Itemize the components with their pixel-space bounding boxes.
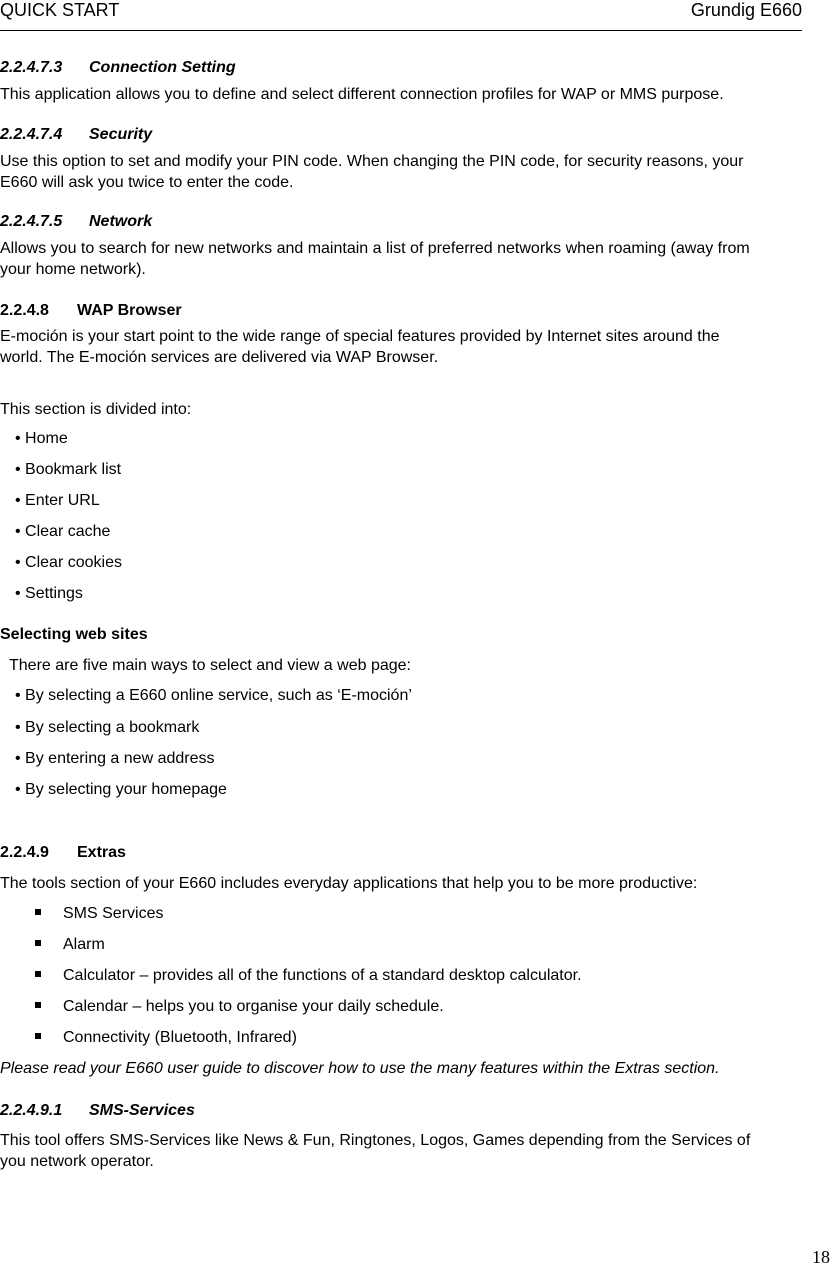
list-item-label: Calculator – provides all of the functions of a standard desktop calculator.	[63, 967, 582, 984]
paragraph-security-line-1: Use this option to set and modify your PIN code. When changing the PIN code, for security reasons, your	[0, 153, 744, 170]
list-item	[35, 997, 444, 1017]
paragraph-wap-line-1: E-moción is your start point to the wide range of special features provided by Internet sites around the	[0, 328, 720, 345]
square-bullet-icon	[35, 971, 41, 977]
heading-title: SMS-Services	[89, 1102, 195, 1119]
list-item: • Home	[15, 430, 68, 447]
list-item: • Clear cookies	[15, 554, 122, 571]
list-item: • Bookmark list	[15, 461, 122, 478]
heading-number: 2.2.4.7.4	[0, 126, 63, 143]
paragraph-extras-intro: The tools section of your E660 includes everyday applications that help you to be more productive:	[0, 875, 698, 892]
heading-title: Extras	[77, 844, 126, 861]
list-item: • Clear cache	[15, 523, 111, 540]
heading-title: Security	[89, 126, 153, 143]
list-item: • By selecting a bookmark	[15, 719, 200, 736]
heading-number: 2.2.4.9.1	[0, 1102, 63, 1119]
page-number: 18	[812, 1247, 830, 1267]
list-item: • Enter URL	[15, 492, 100, 509]
square-bullet-icon	[35, 940, 41, 946]
paragraph-sms-line-1: This tool offers SMS-Services like News & Fun, Ringtones, Logos, Games depending from the Services of	[0, 1132, 751, 1149]
header-right: Grundig E660	[690, 0, 802, 20]
paragraph-network-line-1: Allows you to search for new networks and maintain a list of preferred networks when roaming (away from	[0, 240, 750, 257]
list-item: • Settings	[15, 585, 83, 602]
page-header	[0, 0, 802, 31]
heading-sms-services	[0, 1101, 195, 1121]
header-left: QUICK START	[0, 0, 120, 20]
list-item-label: SMS Services	[63, 905, 164, 922]
list-item: • By selecting your homepage	[15, 781, 227, 798]
square-bullet-icon	[35, 1002, 41, 1008]
heading-security	[0, 125, 152, 145]
paragraph-connection-setting: This application allows you to define and select different connection profiles for WAP or MMS purpose.	[0, 86, 724, 103]
paragraph-network-line-2: your home network).	[0, 261, 146, 278]
square-bullet-icon	[35, 1033, 41, 1039]
list-item: • By entering a new address	[15, 750, 215, 767]
list-item-label: Alarm	[63, 936, 105, 953]
list-item: • By selecting a E660 online service, such as ‘E-moción’	[15, 687, 412, 704]
paragraph-wap-line-2: world. The E-moción services are delivered via WAP Browser.	[0, 349, 439, 366]
heading-title: Connection Setting	[89, 59, 236, 76]
heading-connection-setting	[0, 58, 236, 78]
heading-network	[0, 212, 152, 232]
list-item	[35, 935, 105, 955]
list-item-label: Calendar – helps you to organise your daily schedule.	[63, 998, 444, 1015]
square-bullet-icon	[35, 909, 41, 915]
paragraph-security-line-2: E660 will ask you twice to enter the code.	[0, 174, 294, 191]
list-item-label: Connectivity (Bluetooth, Infrared)	[63, 1029, 297, 1046]
heading-number: 2.2.4.8	[0, 302, 49, 319]
heading-wap-browser	[0, 301, 182, 321]
heading-extras	[0, 843, 126, 863]
heading-number: 2.2.4.7.3	[0, 59, 63, 76]
heading-title: Network	[89, 213, 153, 230]
list-item	[35, 904, 163, 924]
list-item	[35, 966, 582, 986]
heading-number: 2.2.4.7.5	[0, 213, 63, 230]
heading-title: WAP Browser	[77, 302, 182, 319]
list-item	[35, 1028, 297, 1048]
paragraph-extras-note: Please read your E660 user guide to discover how to use the many features within the Extras section.	[0, 1060, 720, 1077]
paragraph-divided-into: This section is divided into:	[0, 401, 192, 418]
heading-number: 2.2.4.9	[0, 844, 49, 861]
paragraph-selecting-intro: There are five main ways to select and view a web page:	[9, 657, 411, 674]
heading-selecting-web-sites: Selecting web sites	[0, 626, 148, 643]
paragraph-sms-line-2: you network operator.	[0, 1153, 154, 1170]
